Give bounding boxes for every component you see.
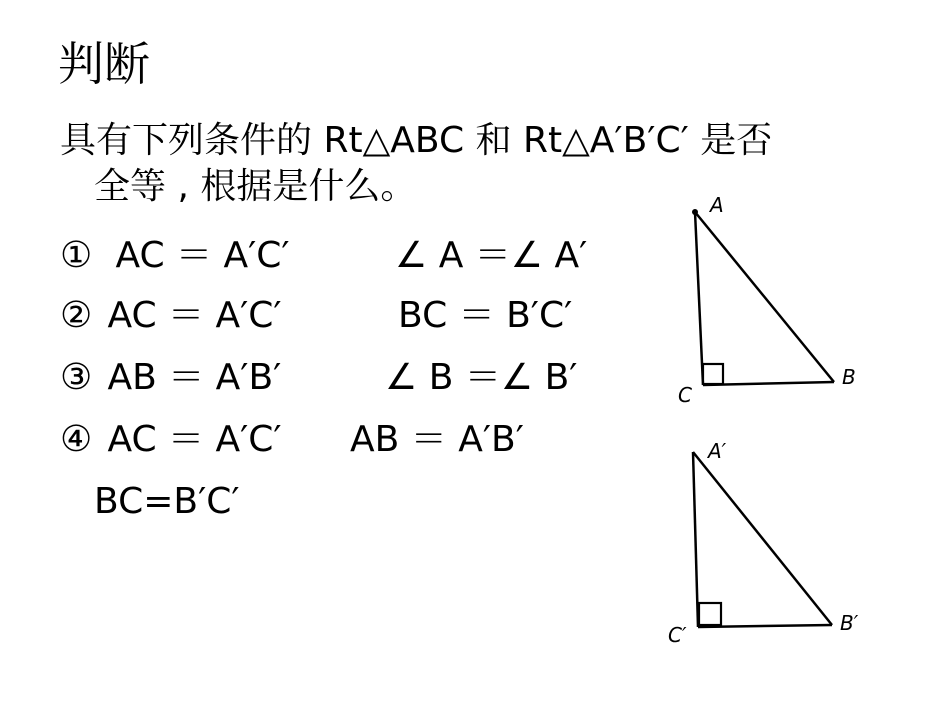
vertex-label-b: B <box>842 365 856 389</box>
item-condition-b: ∠ A ＝∠ A′ <box>395 235 588 276</box>
item-condition-b: ∠ B ＝∠ B′ <box>385 357 578 398</box>
slide-title: 判断 <box>58 37 150 91</box>
item-condition-a: AC ＝ A′C′ <box>107 295 282 336</box>
item-condition-b: BC ＝ B′C′ <box>398 295 573 336</box>
side-ab <box>695 212 834 382</box>
triangle-figure-abc <box>660 180 880 410</box>
item-number: ③ <box>60 357 93 398</box>
condition-item-3 <box>60 356 578 400</box>
item-number: ① <box>60 235 93 276</box>
item-condition-a: AC ＝ A′C′ <box>107 419 282 460</box>
item-condition-c: BC=B′C′ <box>94 481 240 522</box>
side-ac <box>695 212 703 385</box>
item-condition-b: AB ＝ A′B′ <box>350 419 524 460</box>
vertex-label-b: B′ <box>840 611 859 635</box>
right-angle-mark <box>699 603 721 625</box>
side-ab <box>693 452 832 625</box>
condition-item-2 <box>60 294 573 338</box>
question-line-1: 具有下列条件的 Rt△ABC 和 Rt△A′B′C′ 是否 <box>60 120 773 161</box>
item-number: ④ <box>60 419 93 460</box>
condition-item-4 <box>60 418 524 462</box>
item-condition-a: AB ＝ A′B′ <box>107 357 282 398</box>
condition-item-1 <box>60 234 588 278</box>
vertex-point <box>692 209 698 215</box>
item-condition-a: AC ＝ A′C′ <box>115 235 290 276</box>
vertex-label-a: A <box>710 193 724 217</box>
side-ac <box>693 452 698 627</box>
item-number: ② <box>60 295 93 336</box>
condition-item-4-cont <box>94 480 240 524</box>
triangle-figure-abc-prime <box>660 430 880 660</box>
vertex-label-c: C <box>678 383 692 407</box>
right-angle-mark <box>703 364 723 384</box>
vertex-label-a: A′ <box>708 439 727 463</box>
vertex-label-c: C′ <box>668 623 687 647</box>
question-line-2: 全等 , 根据是什么。 <box>94 166 417 207</box>
